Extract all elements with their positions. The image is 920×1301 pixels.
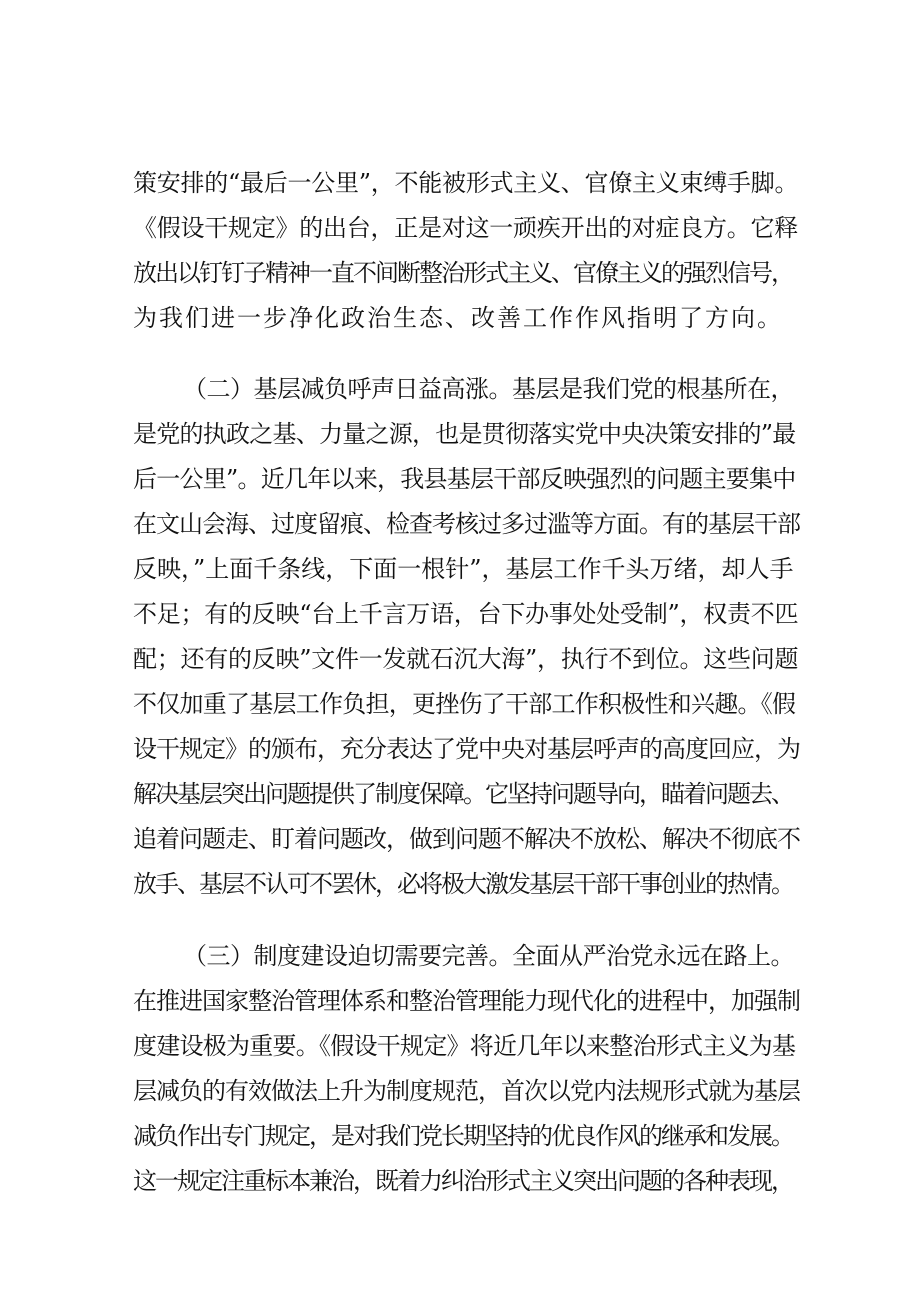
- text-line: 层减负的有效做法上升为制度规范，首次以党内法规形式就为基层: [133, 1077, 800, 1105]
- text-line: 为我们进一步净化政治生态、改善工作作风指明了方向。: [133, 304, 783, 332]
- text-line: 不足；有的反映“台上千言万语，台下办事处处受制”，权责不匹: [133, 600, 799, 628]
- text-line: （三）制度建设迫切需要完善。全面从严治党永远在路上。: [183, 942, 794, 970]
- text-line: 配；还有的反映”文件一发就石沉大海”，执行不到位。这些问题: [133, 645, 799, 673]
- text-line: 解决基层突出问题提供了制度保障。它坚持问题导向，瞄着问题去、: [133, 780, 793, 808]
- text-line: 放手、基层不认可不罢休，必将极大激发基层干部干事创业的热情。: [133, 870, 793, 898]
- text-line: 反映，”上面千条线，下面一根针”，基层工作千头万绪，却人手: [133, 555, 794, 583]
- text-line: 减负作出专门规定，是对我们党长期坚持的优良作风的继承和发展。: [133, 1122, 793, 1150]
- text-line: 是党的执政之基、力量之源，也是贯彻落实党中央决策安排的”最: [133, 420, 796, 448]
- text-line: 在推进国家整治管理体系和整治管理能力现代化的进程中，加强制: [133, 987, 800, 1015]
- text-line: 放出以钉钉子精神一直不间断整治形式主义、官僚主义的强烈信号，: [133, 259, 793, 287]
- text-line: （二）基层减负呼声日益高涨。基层是我们党的根基所在，: [183, 375, 794, 403]
- text-line: 这一规定注重标本兼治，既着力纠治形式主义突出问题的各种表现，: [133, 1167, 793, 1195]
- text-line: 追着问题走、盯着问题改，做到问题不解决不放松、解决不彻底不: [133, 825, 800, 853]
- text-line: 后一公里”。近几年以来，我县基层干部反映强烈的问题主要集中: [133, 465, 796, 493]
- text-line: 在文山会海、过度留痕、检查考核过多过滥等方面。有的基层干部: [133, 510, 800, 538]
- text-line: 不仅加重了基层工作负担，更挫伤了干部工作积极性和兴趣。《假: [133, 690, 796, 718]
- text-line: 《假设干规定》的出台，正是对这一顽疾开出的对症良方。它释: [133, 214, 798, 242]
- text-line: 度建设极为重要。《假设干规定》将近几年以来整治形式主义为基: [133, 1032, 796, 1060]
- text-line: 策安排的“最后一公里”，不能被形式主义、官僚主义束缚手脚。: [133, 169, 799, 197]
- text-line: 设干规定》的颁布，充分表达了党中央对基层呼声的高度回应，为: [133, 735, 800, 763]
